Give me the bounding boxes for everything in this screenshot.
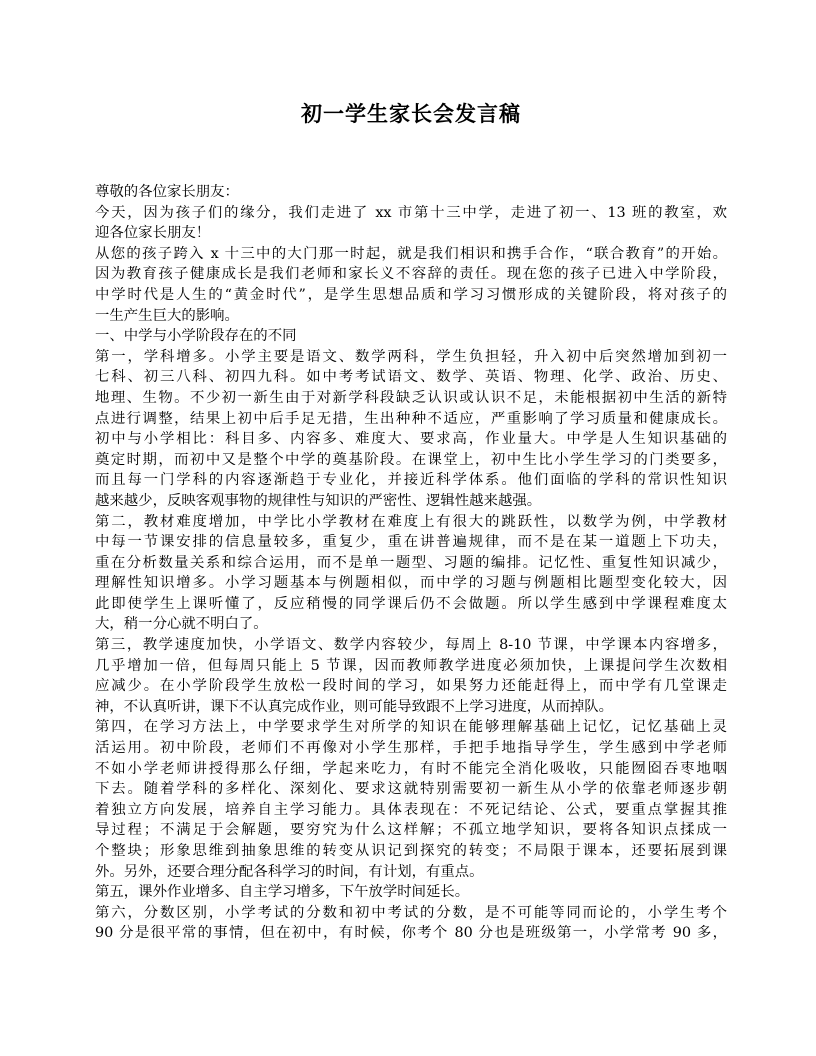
text-line: 几乎增加一倍，但每周只能上 5 节课，因而教师教学进度必须加快，上课提问学生次数相 [95, 657, 727, 674]
text-line: 理解性知识增多。小学习题基本与例题相似，而中学的习题与例题相比题型变化较大，因 [95, 575, 727, 592]
text-line: 此即使学生上课听懂了，反应稍慢的同学课后仍不会做题。所以学生感到中学课程难度太 [95, 595, 727, 612]
text-line: 第三，教学速度加快，小学语文、数学内容较少，每周上 8-10 节课，中学课本内容增多， [95, 637, 727, 654]
text-line: 第六，分数区别，小学考试的分数和初中考试的分数，是不可能等同而论的，小学生考个 [95, 904, 727, 921]
text-line: 导过程；不满足于会解题，要穷究为什么这样解；不孤立地学知识，要将各知识点揉成一 [95, 822, 727, 839]
text-line: 一、中学与小学阶段存在的不同 [95, 328, 297, 345]
text-line: 而且每一门学科的内容逐渐趋于专业化，并接近科学体系。他们面临的学科的常识性知识 [95, 472, 727, 489]
text-line: 第五，课外作业增多、自主学习增多，下午放学时间延长。 [95, 884, 470, 901]
text-line: 着独立方向发展，培养自主学习能力。具体表现在：不死记结论、公式，要重点掌握其推 [95, 801, 727, 818]
text-line: 下去。随着学科的多样化、深刻化、要求这就特别需要初一新生从小学的依靠老师逐步朝 [95, 781, 727, 798]
text-line: 尊敬的各位家长朋友： [95, 184, 239, 200]
text-line: 七科、初三八科、初四九科。如中考考试语文、数学、英语、物理、化学、政治、历史、 [95, 369, 727, 386]
text-line: 活运用。初中阶段，老师们不再像对小学生那样，手把手地指导学生，学生感到中学老师 [95, 740, 727, 757]
document-title: 初一学生家长会发言稿 [301, 101, 521, 126]
text-line: 迎各位家长朋友！ [95, 225, 211, 242]
text-line: 第二，教材难度增加，中学比小学教材在难度上有很大的跳跃性，以数学为例，中学教材 [95, 513, 727, 530]
text-line: 神，不认真听讲，课下不认真完成作业，则可能导致跟不上学习进度，从而掉队。 [95, 698, 614, 715]
text-line: 外。另外，还要合理分配各科学习的时间，有计划，有重点。 [95, 863, 484, 880]
text-line: 重在分析数量关系和综合运用，而不是单一题型、习题的编排。记忆性、重复性知识减少， [95, 554, 727, 571]
text-line: 不如小学老师讲授得那么仔细，学起来吃力，有时不能完全消化吸收，只能囫囵吞枣地咽 [95, 760, 727, 777]
text-line: 初中与小学相比：科目多、内容多、难度大、要求高，作业量大。中学是人生知识基础的 [95, 431, 727, 448]
text-line: 因为教育孩子健康成长是我们老师和家长义不容辞的责任。现在您的孩子已进入中学阶段， [95, 266, 727, 283]
text-line: 90 分是很平常的事情，但在初中，有时候，你考个 80 分也是班级第一，小学常考 90 多， [95, 925, 727, 942]
text-line: 今天，因为孩子们的缘分，我们走进了 xx 市第十三中学，走进了初一、13 班的教室，欢 [95, 204, 727, 221]
text-line: 应减少。在小学阶段学生放松一段时间的学习，如果努力还能赶得上，而中学有几堂课走 [95, 678, 727, 695]
text-line: 中每一节课安排的信息量较多，重复少，重在讲普遍规律，而不是在某一道题上下功夫， [95, 534, 727, 551]
text-line: 一生产生巨大的影响。 [95, 307, 239, 324]
document-body [95, 182, 727, 944]
text-line: 地理、生物。不少初一新生由于对新学科段缺乏认识或认识不足，未能根据初中生活的新特 [95, 389, 727, 406]
text-line: 越来越少，反映客观事物的规律性与知识的严密性、逻辑性越来越强。 [95, 492, 542, 509]
text-line: 第一，学科增多。小学主要是语文、数学两科，学生负担轻，升入初中后突然增加到初一 [95, 348, 727, 365]
text-line: 中学时代是人生的“黄金时代”，是学生思想品质和学习习惯形成的关键阶段，将对孩子的 [95, 286, 727, 303]
text-line: 从您的孩子跨入 x 十三中的大门那一时起，就是我们相识和携手合作，“联合教育”的开始。 [95, 245, 727, 262]
text-line: 大，稍一分心就不明白了。 [95, 616, 268, 633]
text-line: 第四，在学习方法上，中学要求学生对所学的知识在能够理解基础上记忆，记忆基础上灵 [95, 719, 727, 736]
text-line: 奠定时期，而初中又是整个中学的奠基阶段。在课堂上，初中生比小学生学习的门类要多， [95, 451, 727, 468]
text-line: 个整块；形象思维到抽象思维的转变从识记到探究的转变；不局限于课本，还要拓展到课 [95, 843, 727, 859]
text-line: 点进行调整，结果上初中后手足无措，生出种种不适应，严重影响了学习质量和健康成长。 [95, 410, 727, 427]
